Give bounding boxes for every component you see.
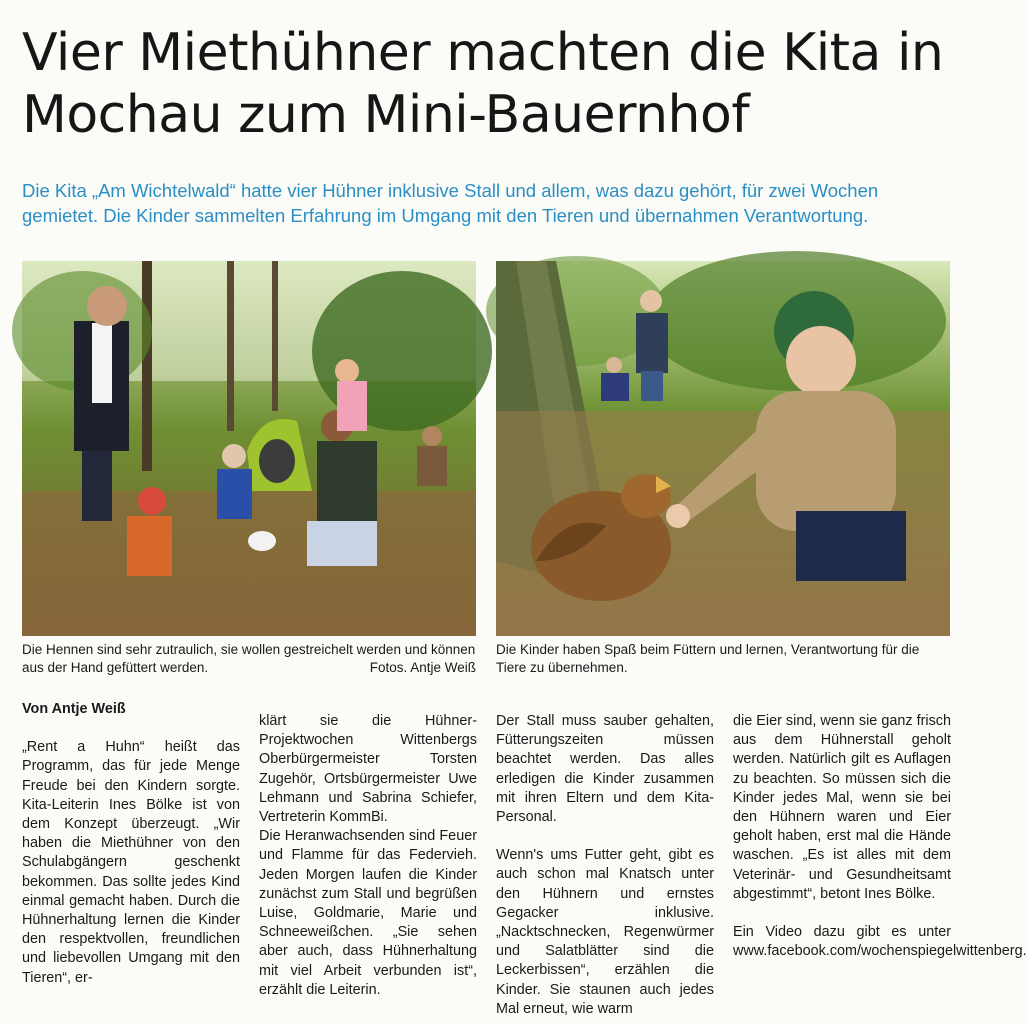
teaser: Die Kita „Am Wichtelwald“ hatte vier Hühner inklusive Stall und allem, was dazu gehört, für zwei Wochen gemietet. Die Kinder sammelten Erfahrung im Umgang mit den Tieren und übernahmen Verantwortung.	[22, 180, 879, 226]
col3-paragraph-2: Wenn's ums Futter geht, gibt es auch schon mal Knatsch unter den Hühnern und ernstes Gegacker inklusive. „Nacktschnecken, Regenwürmer und Salatblätter sind die Leckerbissen“, erzählen die Kinder. Sie staunen auch jedes Mal erneut, wie warm	[496, 847, 714, 1017]
article-column-3	[496, 712, 714, 1019]
caption-right: Die Kinder haben Spaß beim Füttern und lernen, Verantwortung für die Tiere zu übernehmen.	[496, 642, 920, 675]
article-column-4	[733, 712, 1027, 961]
photo-hens-children	[22, 261, 476, 636]
caption-left	[22, 641, 476, 677]
col4-paragraph-2: Ein Video dazu gibt es unter www.facebook.com/wochenspiegelwittenberg.	[733, 924, 1027, 960]
photo-child-feeding-hen	[496, 261, 950, 636]
col1-paragraph: „Rent a Huhn“ heißt das Programm, das für jede Menge Freude bei den Kindern sorgte. Kita-Leiterin Ines Bölke ist von dem Konzept überzeugt. „Wir haben die Miethühner von den Schulabgängern geschenkt bekommen. Das sollte jedes Kind einmal gemacht haben. Durch die Hühnerhaltung lernen die Kinder den respektvollen, freundlichen und liebevollen Umgang mit den Tieren“, er-	[22, 739, 240, 986]
col2-paragraph-1: klärt sie die Hühner-Projektwochen Wittenbergs Oberbürgermeister Torsten Zugehör, Ortsbürgermeister Uwe Lehmann und Sabrina Schiefer, Vertreterin KommBi.	[259, 713, 477, 826]
byline: Von Antje Weiß	[22, 701, 126, 717]
col4-paragraph-1: die Eier sind, wenn sie ganz frisch aus dem Hühnerstall geholt werden. Natürlich gilt es Auflagen zu beachten. So müssen sich die Kinder jedes Mal, wenn sie bei den Hühnern waren und Eier geholt haben, erst mal die Hände waschen. „Es ist alles mit dem Veterinär- und Gesundheitsamt abgestimmt“, betont Ines Bölke.	[733, 713, 951, 902]
caption-left-text: Die Hennen sind sehr zutraulich, sie wollen gestreichelt werden und können aus der Hand gefüttert werden.	[22, 642, 476, 675]
col2-paragraph-2: Die Heranwachsenden sind Feuer und Flamme für das Federvieh. Jeden Morgen laufen die Kinder zunächst zum Stall und begrüßen Luise, Goldmarie, Marie und Schneeweißchen. „Sie sehen aber auch, dass Hühnerhaltung mit viel Arbeit verbunden ist“, erzählt die Leiterin.	[259, 828, 477, 998]
article-column-1	[22, 700, 240, 988]
headline: Vier Miethühner machten die Kita in Mochau zum Mini-Bauernhof	[22, 23, 944, 145]
col3-paragraph-1: Der Stall muss sauber gehalten, Fütterungszeiten müssen beachtet werden. Das alles erledigen die Kinder zusammen mit ihren Eltern und dem Kita-Personal.	[496, 713, 714, 826]
photo-credit: Fotos. Antje Weiß	[369, 660, 476, 675]
article-column-2	[259, 712, 477, 1000]
